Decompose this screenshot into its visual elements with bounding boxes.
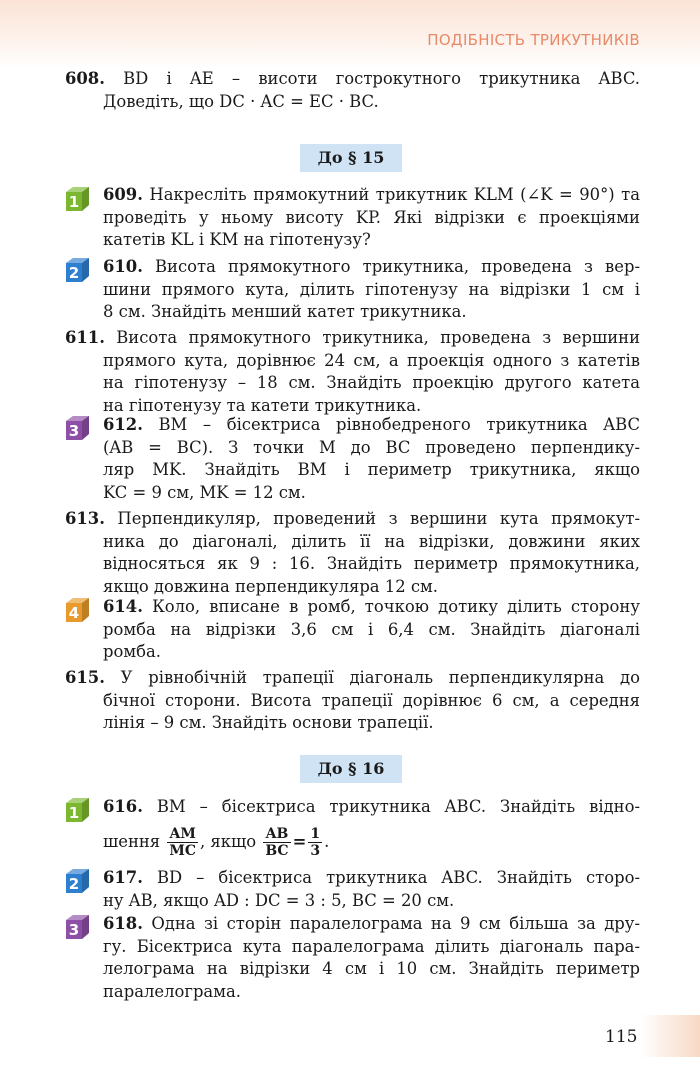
cube-digit: 2 <box>68 875 80 893</box>
cube-digit: 3 <box>68 422 80 440</box>
problem-line: ну AB, якщо AD : DC = 3 : 5, BC = 20 см. <box>103 890 455 910</box>
problem-line: Доведіть, що DC · AC = EC · BC. <box>103 91 379 111</box>
fraction-denominator: BC <box>265 842 289 859</box>
problem-number: 614. <box>103 597 143 616</box>
problem-line: катетів KL і KM на гіпотенузу? <box>103 230 371 249</box>
problem-line: на гіпотенузу – 18 см. Знайдіть проекцію другого катета <box>103 373 640 392</box>
problem-line: Коло, вписане в ромб, точкою дотику ділить сторону <box>152 597 640 616</box>
problem-line: Одна зі сторін паралелограма на 9 см більша за дру- <box>151 914 640 933</box>
fraction-one-third <box>308 826 322 859</box>
problem-line: ромба. <box>103 642 161 661</box>
problem-line: паралелограма. <box>103 981 241 1001</box>
problem-number: 613. <box>65 509 105 528</box>
page-number: 115 <box>605 1027 638 1047</box>
problem-line: бічної сторони. Висота трапеції дорівнює 6 см, а середня <box>103 690 640 710</box>
problem-line: ника до діагоналі, ділить її на відрізки, довжини яких <box>103 531 640 551</box>
level-2-cube-icon <box>64 867 90 895</box>
section-heading-16: До § 16 <box>300 755 402 783</box>
problem-number: 610. <box>103 257 143 276</box>
problem-line: лінія – 9 см. Знайдіть основи трапеції. <box>103 713 434 732</box>
problem-614 <box>103 596 640 664</box>
fraction-am-mc <box>167 826 198 859</box>
cube-digit: 2 <box>68 264 80 282</box>
problem-617 <box>103 867 640 912</box>
problem-number: 612. <box>103 415 143 434</box>
cube-digit: 4 <box>68 604 80 622</box>
problem-line: шини прямого кута, ділить гіпотенузу на відрізки 1 см і <box>103 279 640 299</box>
problem-number: 617. <box>103 868 143 887</box>
problem-number: 608. <box>65 69 105 88</box>
problem-line: BD і AE – висоти гострокутного трикутника ABC. <box>123 69 641 88</box>
problem-line: У рівнобічній трапеції діагональ перпендикулярна до <box>120 668 640 687</box>
fraction-line <box>103 825 640 859</box>
fraction-denominator: 3 <box>310 842 321 859</box>
problem-line: на гіпотенузу та катети трикутника. <box>103 395 422 415</box>
problem-text: . <box>324 831 330 851</box>
problem-line: проведіть у ньому висоту KP. Які відрізки є проекціями <box>103 207 640 227</box>
problem-610 <box>103 256 640 324</box>
fraction-numerator: AM <box>167 826 198 843</box>
level-4-cube-icon <box>64 596 90 624</box>
running-head: ПОДІБНІСТЬ ТРИКУТНИКІВ <box>427 31 640 49</box>
equals-sign: = <box>292 831 307 851</box>
problem-line: відносяться як 9 : 16. Знайдіть периметр прямокутника, <box>103 554 640 573</box>
problem-616 <box>103 796 640 859</box>
problem-line: 8 см. Знайдіть менший катет трикутника. <box>103 302 467 321</box>
problem-613 <box>65 508 640 598</box>
page-corner-tab <box>640 1015 700 1057</box>
problem-number: 615. <box>65 668 105 687</box>
level-3-cube-icon <box>64 913 90 941</box>
problem-line: лелограма на відрізки 4 см і 10 см. Знайдіть периметр <box>103 959 640 978</box>
problem-line: BD – бісектриса трикутника ABC. Знайдіть сторо- <box>156 868 640 887</box>
problem-line: Перпендикуляр, проведений з вершини кута прямокут- <box>117 509 640 528</box>
problem-number: 609. <box>103 185 143 204</box>
problem-line: Висота прямокутного трикутника, проведена з вершини <box>116 328 640 347</box>
problem-609 <box>103 184 640 252</box>
problem-line: ромба на відрізки 3,6 см і 6,4 см. Знайдіть діагоналі <box>103 619 640 639</box>
problem-612 <box>103 414 640 504</box>
problem-text: , якщо <box>200 831 257 851</box>
problem-line: KC = 9 см, MK = 12 см. <box>103 482 306 502</box>
problem-number: 618. <box>103 914 143 933</box>
problem-line: гу. Бісектриса кута паралелограма ділить діагональ пара- <box>103 936 640 956</box>
cube-digit: 1 <box>68 193 80 211</box>
problem-line: BM – бісектриса рівнобедреного трикутника ABC <box>158 415 640 434</box>
problem-line: якщо довжина перпендикуляра 12 см. <box>103 576 438 596</box>
problem-line: (AB = BC). З точки M до BC проведено перпендику- <box>103 437 640 457</box>
fraction-numerator: AB <box>263 826 290 843</box>
section-heading-15: До § 15 <box>300 144 402 172</box>
problem-text: шення <box>103 831 161 851</box>
problem-608 <box>65 68 640 113</box>
problem-615 <box>65 667 640 735</box>
fraction-ab-bc <box>263 826 290 859</box>
level-2-cube-icon <box>64 256 90 284</box>
problem-line: BM – бісектриса трикутника ABC. Знайдіть відно- <box>156 797 640 816</box>
fraction-numerator: 1 <box>310 825 321 842</box>
problem-line: Висота прямокутного трикутника, проведена з вер- <box>155 257 640 276</box>
problem-number: 616. <box>103 797 143 816</box>
problem-line: Накресліть прямокутний трикутник KLM (∠K = 90°) та <box>149 185 640 204</box>
fraction-denominator: MC <box>169 842 196 859</box>
problem-line: прямого кута, дорівнює 24 см, а проекція одного з катетів <box>103 350 640 370</box>
level-3-cube-icon <box>64 414 90 442</box>
problem-line: ляр MK. Знайдіть BM і периметр трикутника, якщо <box>103 460 640 479</box>
problem-number: 611. <box>65 328 105 347</box>
level-1-cube-icon <box>64 185 90 213</box>
problem-618 <box>103 913 640 1003</box>
cube-digit: 1 <box>68 804 80 822</box>
problem-611 <box>65 327 640 417</box>
cube-digit: 3 <box>68 921 80 939</box>
level-1-cube-icon <box>64 796 90 824</box>
